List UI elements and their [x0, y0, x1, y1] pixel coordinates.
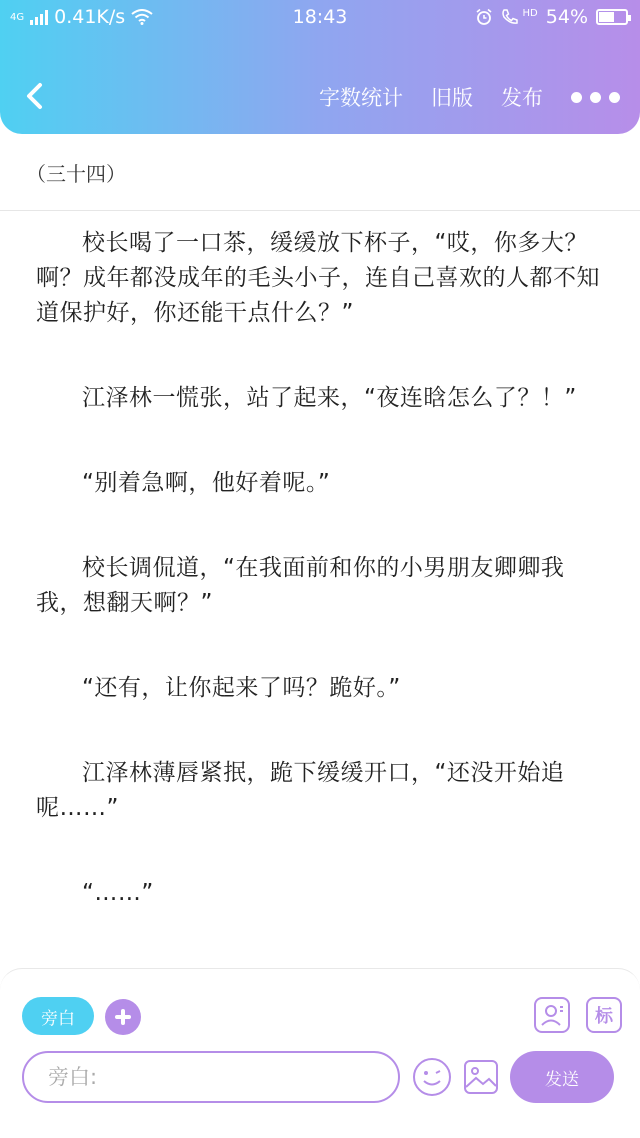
plus-icon[interactable]: [105, 999, 141, 1035]
paragraph: 校长喝了一口茶，缓缓放下杯子，“哎，你多大？啊？成年都没成年的毛头小子，连自己喜欢的人都不知道保护好，你还能干点什么？”: [36, 230, 600, 326]
more-dots-icon[interactable]: [571, 92, 620, 103]
top-header: [0, 0, 640, 134]
nav-actions: [319, 82, 620, 112]
chapter-title: （三十四）: [26, 162, 126, 186]
paragraph: 江泽林薄唇紧抿，跪下缓缓开口，“还没开始追呢……”: [36, 760, 565, 821]
paragraph: 江泽林一慌张，站了起来，“夜连晗怎么了？！”: [82, 385, 577, 411]
paragraph: “还有，让你起来了吗？跪好。”: [82, 675, 401, 701]
old-version-button[interactable]: 旧版: [431, 86, 473, 110]
chevron-left-icon[interactable]: [18, 78, 54, 114]
emoji-icon[interactable]: [412, 1057, 452, 1097]
sim-label: 4G: [10, 11, 25, 23]
mark-button[interactable]: 标: [586, 997, 622, 1033]
publish-button[interactable]: 发布: [501, 86, 543, 110]
hd-label: HD: [522, 7, 538, 19]
nav-bar: [0, 70, 640, 124]
status-right: [475, 6, 628, 28]
paragraph: “别着急啊，他好着呢。”: [82, 470, 331, 496]
paragraph: 校长调侃道，“在我面前和你的小男朋友卿卿我我，想翻天啊？”: [36, 555, 565, 616]
aside-input-wrapper: [22, 1051, 400, 1103]
aside-input[interactable]: [24, 1053, 398, 1101]
divider: [0, 210, 640, 211]
image-icon[interactable]: [463, 1059, 499, 1095]
paragraph: “……”: [82, 880, 154, 906]
status-bar: [0, 0, 640, 34]
network-speed: 0.41K/s: [54, 6, 126, 28]
composer-panel: [0, 968, 640, 1138]
battery-icon: [596, 9, 628, 25]
word-count-button[interactable]: 字数统计: [319, 86, 403, 110]
alarm-icon: [475, 8, 493, 26]
story-content[interactable]: [36, 226, 608, 956]
aside-mode-button[interactable]: 旁白: [22, 997, 94, 1035]
hd-call-icon: [501, 8, 521, 26]
status-time: 18:43: [292, 6, 348, 28]
battery-percent: 54%: [545, 6, 588, 28]
person-icon: [539, 1002, 565, 1028]
role-icon[interactable]: [534, 997, 570, 1033]
send-button[interactable]: 发送: [510, 1051, 614, 1103]
